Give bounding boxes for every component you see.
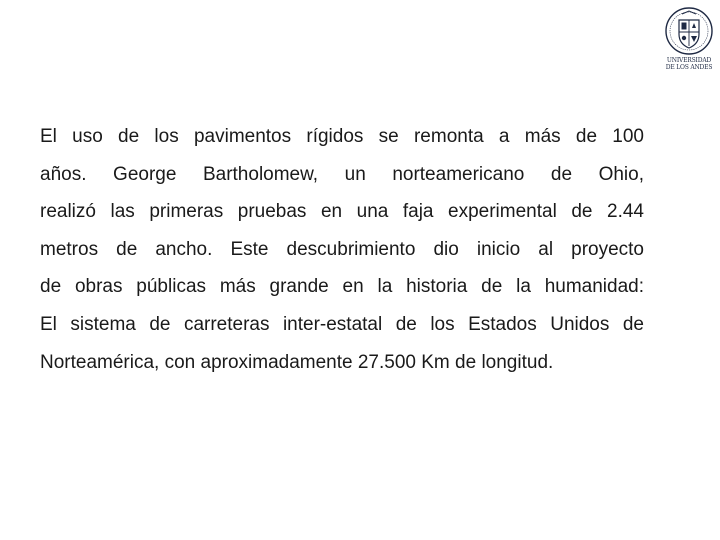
paragraph-line: El sistema de carreteras inter-estatal de los Estados Unidos de — [40, 313, 644, 335]
body-paragraph — [40, 118, 644, 381]
university-seal-icon — [664, 6, 714, 56]
university-logo — [664, 6, 714, 72]
paragraph-line: El uso de los pavimentos rígidos se remonta a más de 100 — [40, 126, 644, 147]
paragraph-line: metros de ancho. Este descubrimiento dio inicio al proyecto — [40, 238, 644, 260]
logo-text-de-los-andes: DE LOS ANDES — [665, 64, 713, 71]
paragraph-line: realizó las primeras pruebas en una faja experimental de 2.44 — [40, 201, 644, 223]
paragraph-line: Norteamérica, con aproximadamente 27.500 Km de longitud. — [40, 351, 554, 373]
logo-text-university: UNIVERSIDAD — [666, 57, 712, 64]
paragraph-line: años. George Bartholomew, un norteamericano de Ohio, — [40, 163, 644, 185]
paragraph-line: de obras públicas más grande en la historia de la humanidad: — [40, 276, 644, 298]
